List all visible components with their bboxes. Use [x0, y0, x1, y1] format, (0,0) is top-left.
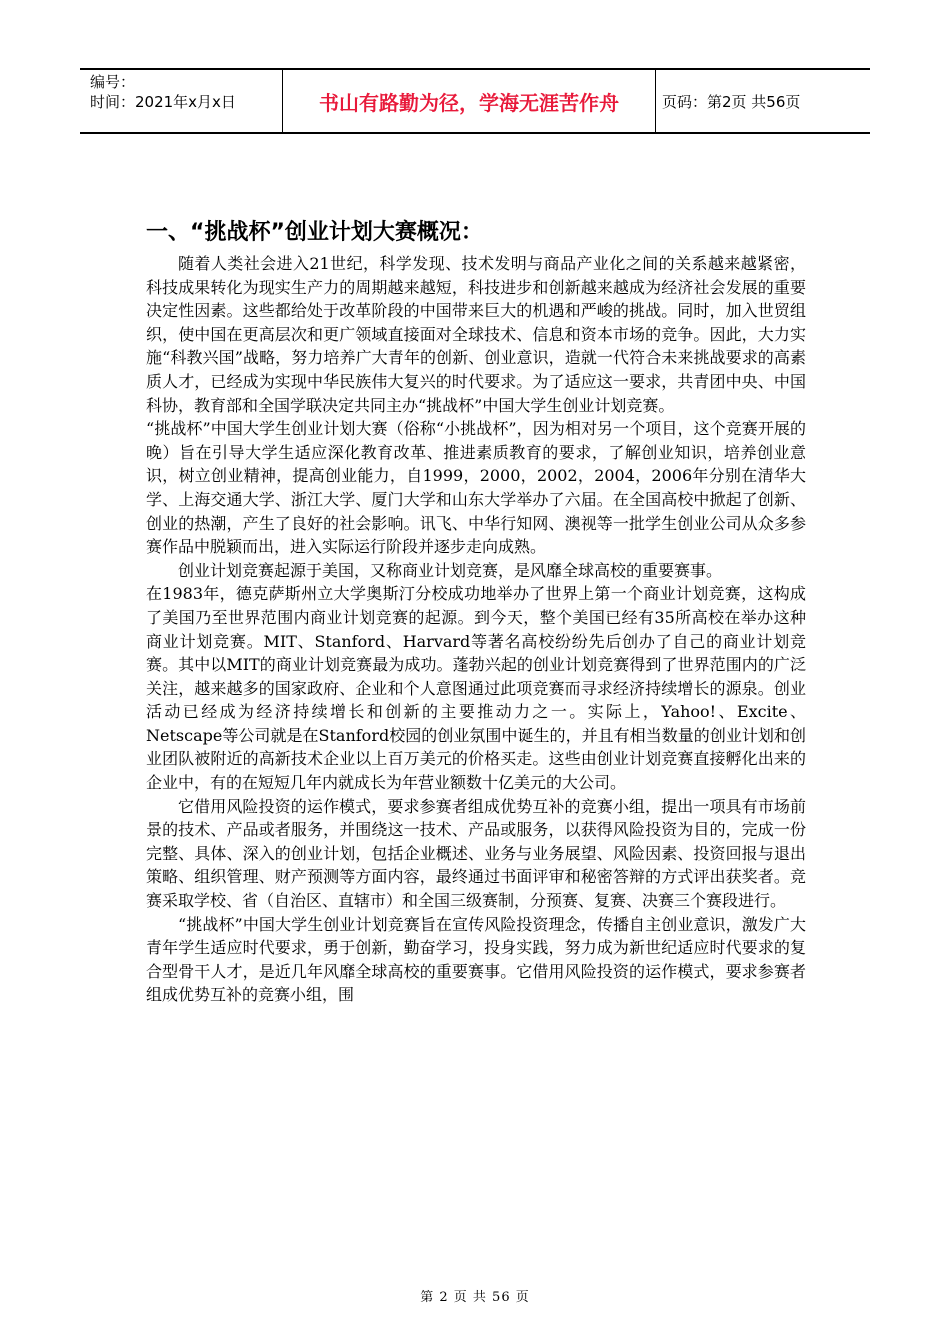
paragraph: 随着人类社会进入21世纪，科学发现、技术发明与商品产业化之间的关系越来越紧密，科技成果转化为现实生产力的周期越来越短，科技进步和创新越来越成为经济社会发展的重要决定性因素。这些都给处于改革阶段的中国带来巨大的机遇和严峻的挑战。同时，加入世贸组织，使中国在更高层次和更广领域直接面对全球技术、信息和资本市场的竞争。因此，大力实施“科教兴国”战略，努力培养广大青年的创新、创业意识，造就一代符合未来挑战要求的高素质人才，已经成为实现中华民族伟大复兴的时代要求。为了适应这一要求，共青团中央、中国科协，教育部和全国学联决定共同主办“挑战杯”中国大学生创业计划竞赛。 [146, 254, 806, 415]
paragraph: 创业计划竞赛起源于美国，又称商业计划竞赛，是风靡全球高校的重要赛事。 [178, 560, 723, 580]
page-header [80, 68, 870, 134]
header-meta [80, 70, 283, 132]
paragraph: 它借用风险投资的运作模式，要求参赛者组成优势互补的竞赛小组，提出一项具有市场前景的技术、产品或者服务，并围绕这一技术、产品或服务，以获得风险投资为目的，完成一份完整、具体、深入的创业计划，包括企业概述、业务与业务展望、风险因素、投资回报与退出策略、组织管理、财产预测等方面内容，最终通过书面评审和秘密答辩的方式评出获奖者。竞赛采取学校、省（自治区、直辖市）和全国三级赛制，分预赛、复赛、决赛三个赛段进行。 [146, 796, 806, 911]
page-footer: 第 2 页 共 56 页 [420, 1290, 530, 1305]
document-date: 时间：2021年x月x日 [90, 93, 236, 111]
header-page-number: 页码：第2页 共56页 [662, 92, 801, 111]
document-number-label: 编号： [90, 73, 136, 91]
header-motto: 书山有路勤为径，学海无涯苦作舟 [283, 70, 656, 132]
section-heading: 一、“挑战杯”创业计划大赛概况： [146, 220, 483, 245]
paragraph: “挑战杯”中国大学生创业计划大赛（俗称“小挑战杯”，因为相对另一个项目，这个竞赛开展的晚）旨在引导大学生适应深化教育改革、推进素质教育的要求，了解创业知识，培养创业意识，树立创业精神，提高创业能力，自1999，2000，2002，2004，2006年分别在清华大学、上海交通大学、浙江大学、厦门大学和山东大学举办了六届。在全国高校中掀起了创新、创业的热潮，产生了良好的社会影响。讯飞、中华行知网、澳视等一批学生创业公司从众多参赛作品中脱颖而出，进入实际运行阶段并逐步走向成熟。 [146, 419, 806, 557]
paragraph: 在1983年，德克萨斯州立大学奥斯汀分校成功地举办了世界上第一个商业计划竞赛，这构成了美国乃至世界范围内商业计划竞赛的起源。到今天，整个美国已经有35所高校在举办这种商业计划竞赛。MIT、Stanford、Harvard等著名高校纷纷先后创办了自己的商业计划竞赛。其中以MIT的商业计划竞赛最为成功。蓬勃兴起的创业计划竞赛得到了世界范围内的广泛关注，越来越多的国家政府、企业和个人意图通过此项竞赛而寻求经济持续增长的源泉。创业活动已经成为经济持续增长和创新的主要推动力之一。实际上，Yahoo!、Excite、Netscape等公司就是在Stanford校园的创业氛围中诞生的，并且有相当数量的创业计划和创业团队被附近的高新技术企业以上百万美元的价格买走。这些由创业计划竞赛直接孵化出来的企业中，有的在短短几年内就成长为年营业额数十亿美元的大公司。 [146, 584, 806, 793]
paragraph: “挑战杯”中国大学生创业计划竞赛旨在宣传风险投资理念，传播自主创业意识，激发广大青年学生适应时代要求，勇于创新，勤奋学习，投身实践，努力成为新世纪适应时代要求的复合型骨干人才，是近几年风靡全球高校的重要赛事。它借用风险投资的运作模式，要求参赛者组成优势互补的竞赛小组，围 [146, 914, 806, 1005]
document-body [146, 218, 806, 1007]
